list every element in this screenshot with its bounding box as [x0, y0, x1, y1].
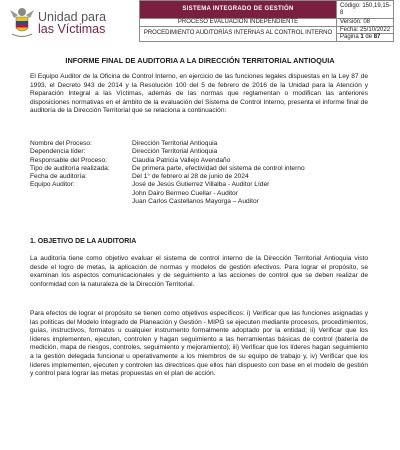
page-current: 1	[360, 34, 364, 41]
process-name: PROCESO EVALUACIÓN INDEPENDIENTE	[140, 19, 337, 27]
logo-line-2: las Víctimas	[38, 22, 106, 36]
info-label: Nombre del Proceso:	[30, 140, 92, 147]
info-row-team	[30, 190, 368, 198]
info-value: John Dairo Bermeo Cuellar - Auditor	[132, 189, 238, 197]
info-label: Tipo de auditoría realizada:	[30, 164, 110, 172]
unidad-victimas-logo	[8, 4, 138, 48]
info-value: Del 1° de febrero al 28 de junio de 2024	[132, 173, 249, 181]
logo-wordmark	[38, 11, 106, 35]
document-date: Fecha: 25/10/2022	[337, 26, 394, 34]
document-header	[0, 0, 400, 50]
objective-paragraph: La auditoría tiene como objetivo evaluar el sistema de control interno de la Dirección Territorial Antioquia visto desde el logro de metas, la aplicación de normas y modelos de gestión efectivos. Para lograr el propósito, se examinan los aspectos comunicacionales y de seguimiento a las acciones de control que se deben realizar de conformidad con la naturaleza de la Dirección Territorial.	[30, 255, 368, 288]
document-control-table	[139, 0, 394, 42]
info-row-process	[30, 140, 368, 148]
document-code: Código: 150,19,15-8	[337, 1, 394, 19]
document-version: Versión: 08	[337, 19, 394, 27]
page-prefix: Página	[340, 34, 361, 41]
info-value: Dirección Territorial Antioquia	[132, 148, 218, 156]
info-row-type	[30, 165, 368, 173]
specific-objectives-paragraph: Para efectos de lograr el propósito se tienen como objetivos específicos: i) Verificar que las funciones asignadas y las políticas del Modelo Integrado de Planeación y Gestión - MIPG se ejecuten mediante procesos, procedimientos, guías, instructivos, formatos u cualquier instrumento formalmente adoptado por la entidad; ii) Verificar que los líderes implementen, ejecuten, controlen y hagan seguimiento a las herramientas básicas de control (batería de medición, mapa de riesgos, controles, seguimiento y mejoramiento); iii) Verificar que los líderes hagan seguimiento a la gestión delegada funcional u operativamente a los miembros de su equipo de trabajo y, iv) Verificar que los líderes implementen, ejecuten y controlen las directrices que ellos han dispuesto con base en el modelo de gestión y control para lograr las metas propuestas en el plan de acción.	[30, 310, 368, 378]
procedure-name: PROCEDIMIENTO AUDITORÍAS INTERNAS AL CONTROL INTERNO	[140, 26, 337, 41]
info-value: José de Jesús Gutierrez Villalba - Auditor Líder	[132, 181, 270, 189]
info-value: Claudia Patricia Vallejo Avendaño	[132, 156, 231, 164]
info-label: Equipo Auditor:	[30, 181, 75, 189]
info-value: De primera parte, efectividad del sistema de control interno	[132, 164, 305, 172]
info-value: Juan Carlos Castellanos Mayorga – Auditor	[132, 198, 259, 206]
info-row-team	[30, 198, 368, 206]
info-label: Dependencia líder:	[30, 148, 86, 156]
info-row-team	[30, 181, 368, 189]
colombia-coat-of-arms-icon	[8, 4, 36, 40]
page-total: 87	[373, 34, 381, 41]
info-label: Responsable del Proceso:	[30, 156, 107, 164]
system-name: SISTEMA INTEGRADO DE GESTIÓN	[140, 1, 337, 19]
info-row-responsible	[30, 157, 368, 165]
audit-info-table	[30, 140, 368, 206]
intro-paragraph: El Equipo Auditor de la Oficina de Control Interno, en ejercicio de las funciones legales dispuestas en la Ley 87 de 1993, el Decreto 943 de 2014 y la Resolución 100 del 5 de febrero de 2016 de la Unidad para la Atención y Reparación Integral a las Víctimas, además de las normas que reglamentan o modifican las anteriores disposiciones normativas en el ámbito de la evaluación del Sistema de Control Interno, presenta el informe final de auditoría de la Dirección Territorial que se relaciona a continuación:	[30, 73, 368, 115]
info-label: Fecha de auditoría:	[30, 173, 87, 181]
page-number	[337, 34, 394, 42]
logo-line-1: Unidad para	[38, 10, 107, 24]
page-mid: de	[363, 34, 374, 41]
info-row-date	[30, 173, 368, 181]
info-row-dependency	[30, 148, 368, 156]
report-title: INFORME FINAL DE AUDITORIA A LA DIRECCIÓN TERRITORIAL ANTIOQUIA	[65, 56, 335, 65]
info-value: Dirección Territorial Antioquia	[132, 140, 218, 147]
section-heading: 1. OBJETIVO DE LA AUDITORIA	[30, 238, 137, 245]
